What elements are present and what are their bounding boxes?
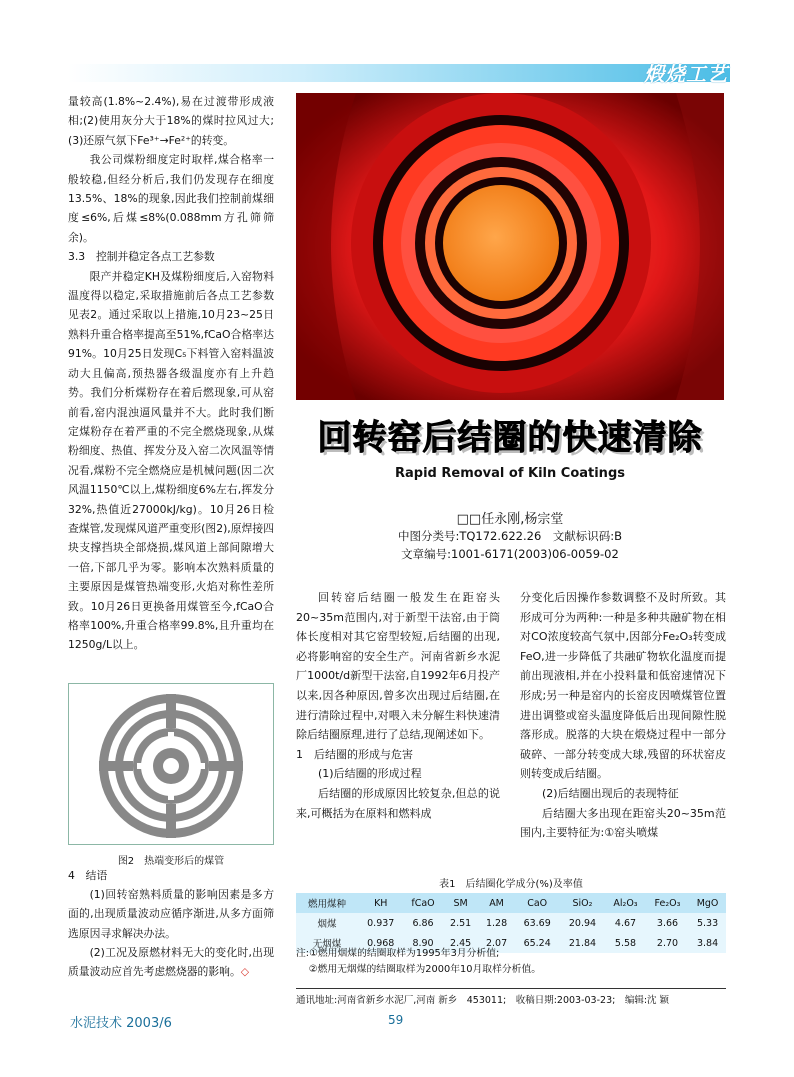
article-title-en: Rapid Removal of Kiln Coatings	[394, 466, 625, 481]
table-header: SiO₂	[560, 893, 605, 913]
figure-2	[68, 683, 274, 845]
table-cell: 6.86	[403, 913, 442, 933]
table-header: SM	[443, 893, 479, 913]
table-header: Fe₂O₃	[646, 893, 689, 913]
table-cell: 8.90	[403, 933, 442, 953]
table-cell: 2.45	[443, 933, 479, 953]
table-note: ②燃用无烟煤的结圈取样为2000年10月取样分析值。	[308, 964, 542, 975]
table-cell: 2.70	[646, 933, 689, 953]
table-cell: 3.84	[689, 933, 726, 953]
table-cell: 65.24	[515, 933, 560, 953]
figure-caption: 图2 热端变形后的煤管	[117, 856, 225, 867]
classification: 中图分类号:TQ172.622.26 文献标识码:B	[397, 529, 623, 543]
table-cell: 5.33	[689, 913, 726, 933]
paragraph: 我公司煤粉细度定时取样,煤合格率一般较稳,但经分析后,我们仍发现存在细度13.5%、18%的现象,因此我们控制前煤细度≤6%,后煤≤8%(0.088mm方孔筛筛余)。	[68, 153, 274, 244]
paragraph: (1)回转窑熟料质量的影响因素是多方面的,出现质量波动应循序渐进,从多方面筛选原因寻求解决办法。	[68, 888, 274, 940]
correspondence-address: 通讯地址:河南省新乡水泥厂,河南 新乡 453011; 收稿日期:2003-03-23; 编辑:沈 颖	[296, 995, 670, 1006]
table-header-row	[296, 893, 726, 913]
table-caption: 表1 后结圈化学成分(%)及率值	[439, 879, 583, 890]
composition-table	[296, 893, 726, 953]
section-heading: 3.3 控制并稳定各点工艺参数	[68, 250, 215, 264]
left-column-bottom	[68, 866, 274, 981]
table-cell: 21.84	[560, 933, 605, 953]
section-heading: 4 结语	[68, 869, 108, 882]
header-bar	[68, 64, 730, 82]
table-cell: 无烟煤	[296, 933, 358, 953]
table-cell: 63.69	[515, 913, 560, 933]
table-cell: 5.58	[605, 933, 646, 953]
journal-footer: 水泥技术 2003/6	[70, 1016, 172, 1031]
table-cell: 0.968	[358, 933, 403, 953]
table-note: 注:①燃用烟煤的结圈取样为1995年3月分析值;	[296, 948, 500, 959]
table-cell: 3.66	[646, 913, 689, 933]
end-mark-icon: ◇	[240, 965, 250, 979]
table-notes	[296, 946, 726, 978]
paragraph: 后结圈大多出现在距窑头20~35m范围内,主要特征为:①窑头喷煤	[520, 806, 726, 840]
table-cell: 烟煤	[296, 913, 358, 933]
table-header: 燃用煤种	[296, 893, 358, 913]
paragraph: 后结圈的形成原因比较复杂,但总的说来,可概括为在原料和燃料成	[296, 786, 500, 820]
paragraph: 量较高(1.8%~2.4%),易在过渡带形成液相;(2)使用灰分大于18%的煤时拉风过大;(3)还原气氛下Fe³⁺→Fe²⁺的转变。	[68, 95, 274, 147]
table-cell: 2.51	[443, 913, 479, 933]
article-title: 回转窑后结圈的快速清除	[317, 418, 703, 458]
article-number: 文章编号:1001-6171(2003)06-0059-02	[401, 547, 619, 561]
table-cell: 4.67	[605, 913, 646, 933]
divider	[296, 988, 726, 989]
table-header: Al₂O₃	[605, 893, 646, 913]
page-number: 59	[388, 1013, 404, 1027]
table-cell: 20.94	[560, 913, 605, 933]
subsection-heading: (1)后结圈的形成过程	[318, 767, 422, 781]
paragraph: 回转窑后结圈一般发生在距窑头20~35m范围内,对于新型干法窑,由于筒体长度相对其它窑型较短,后结圈的出现,必将影响窑的安全生产。河南省新乡水泥厂1000t/d新型干法窑,自1992年6月投产以来,因各种原因,曾多次出现过后结圈,在进行清除过程中,对喂入未分解生料快速清除后结圈原理,进行了总结,现阐述如下。	[296, 591, 500, 742]
table-header: AM	[479, 893, 515, 913]
authors: □□任永刚,杨宗堂	[456, 512, 564, 527]
table-cell: 0.937	[358, 913, 403, 933]
kiln-photo	[296, 93, 724, 400]
subsection-heading: (2)后结圈出现后的表现特征	[542, 786, 679, 800]
table-header: MgO	[689, 893, 726, 913]
table-header: fCaO	[403, 893, 442, 913]
table-row	[296, 913, 726, 933]
table-header: CaO	[515, 893, 560, 913]
table-header: KH	[358, 893, 403, 913]
paragraph: (2)工况及原燃材料无大的变化时,出现质量波动应首先考虑燃烧器的影响。	[68, 945, 274, 979]
left-column	[68, 92, 274, 655]
paragraph: 限产并稳定KH及煤粉细度后,入窑物料温度得以稳定,采取措施前后各点工艺参数见表2。通过采取以上措施,10月23~25日熟料升重合格率提高至51%,fCaO合格率达91%。10月25日发现C₅下料管入窑料温波动大且偏高,预热器各级温度亦有上升趋势。我们分析煤粉存在着后燃现象,可从窑前看,窑内混浊逼风量并不大。此时我们断定煤粉存在着严重的不完全燃烧现象,从煤粉细度、热值、挥发分及入窑二次风温等情况看,煤粉不完全燃烧应是机械问题(因二次风温1150℃以上,煤粉细度6%左右,挥发分32%,热值近27000kJ/kg)。10月26日检查煤管,发现煤风道严重变形(图2),原焊接四块支撑挡块全部烧损,煤风道上部间隙增大一倍,下部几乎为零。影响本次熟料质量的主要原因是煤管热端变形,火焰对称性差所致。10月26日更换备用煤管至今,fCaO合格率100%,升重合格率99.8%,且升重均在1250g/L以上。	[68, 269, 274, 652]
right-column	[520, 588, 726, 843]
table-cell: 2.07	[479, 933, 515, 953]
section-header: 煅烧工艺	[644, 62, 728, 86]
paragraph: 分变化后因操作参数调整不及时所致。其形成可分为两种:一种是多种共融矿物在相对CO浓度较高气氛中,因部分Fe₂O₃转变成FeO,进一步降低了共融矿物软化温度而提前出现液相,并在小投料量和低窑速情况下形成;另一种是窑内的长窑皮因喷煤管位置进出调整或窑头温度降低后出现间隙性脱落形成。脱落的大块在煅烧过程中一部分破碎、一部分转变成大球,残留的环状窑皮则转变成后结圈。	[520, 591, 726, 781]
middle-column	[296, 588, 500, 823]
table-cell: 1.28	[479, 913, 515, 933]
section-heading: 1 后结圈的形成与危害	[296, 747, 413, 761]
